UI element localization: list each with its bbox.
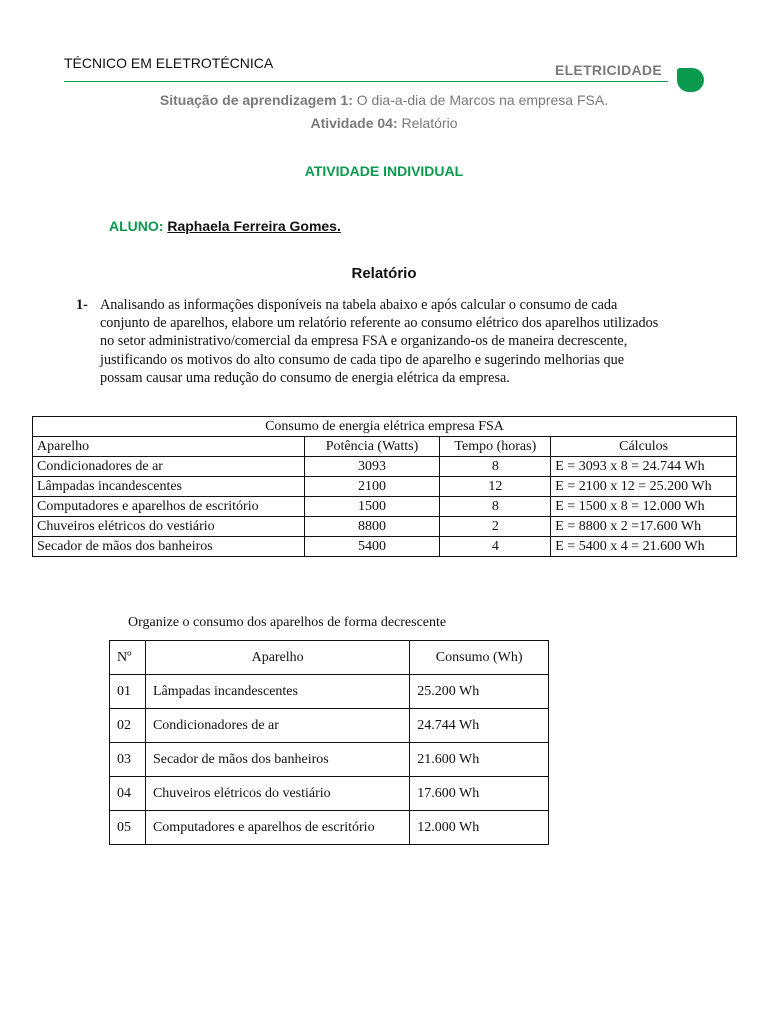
table-cell: 24.744 Wh	[410, 709, 549, 743]
table-row	[110, 777, 549, 811]
table-cell: 05	[110, 811, 146, 845]
table-row	[33, 497, 737, 517]
table-cell: 4	[440, 537, 551, 557]
student-label: ALUNO:	[109, 218, 164, 234]
ranking-title: Organize o consumo dos aparelhos de forma decrescente	[128, 615, 447, 630]
header-divider	[64, 81, 668, 82]
table-cell: 2100	[304, 477, 440, 497]
column-header: Tempo (horas)	[440, 437, 551, 457]
subject-title: ELETRICIDADE	[554, 62, 662, 78]
table-cell: Computadores e aparelhos de escritório	[33, 497, 305, 517]
table-cell: 17.600 Wh	[410, 777, 549, 811]
consumption-table	[32, 416, 737, 557]
student-name: Raphaela Ferreira Gomes.	[167, 218, 341, 234]
table-cell: Computadores e aparelhos de escritório	[145, 811, 409, 845]
table-cell: 02	[110, 709, 146, 743]
table-cell: Secador de mãos dos banheiros	[33, 537, 305, 557]
table-cell: 12	[440, 477, 551, 497]
activity-label: Atividade 04:	[310, 115, 398, 131]
table-cell: Lâmpadas incandescentes	[145, 675, 409, 709]
table-cell: 12.000 Wh	[410, 811, 549, 845]
ranking-table	[109, 640, 549, 845]
situation-label: Situação de aprendizagem 1:	[159, 92, 353, 108]
column-header: Aparelho	[33, 437, 305, 457]
table-row	[33, 477, 737, 497]
table-cell: Chuveiros elétricos do vestiário	[33, 517, 305, 537]
table-cell: E = 5400 x 4 = 21.600 Wh	[551, 537, 737, 557]
table-row	[33, 457, 737, 477]
column-header: Potência (Watts)	[304, 437, 440, 457]
column-header: Cálculos	[551, 437, 737, 457]
question-number: 1-	[76, 297, 88, 313]
situation-line	[0, 92, 768, 108]
table-row	[110, 709, 549, 743]
table-cell: E = 2100 x 12 = 25.200 Wh	[551, 477, 737, 497]
situation-text: O dia-a-dia de Marcos na empresa FSA.	[352, 92, 609, 108]
table-row	[110, 675, 549, 709]
table-cell: E = 1500 x 8 = 12.000 Wh	[551, 497, 737, 517]
table-header-row	[33, 437, 737, 457]
activity-type: ATIVIDADE INDIVIDUAL	[304, 163, 464, 179]
student-line	[109, 218, 341, 234]
table-cell: 8	[440, 497, 551, 517]
table-title: Consumo de energia elétrica empresa FSA	[33, 417, 737, 437]
table-cell: 03	[110, 743, 146, 777]
table-cell: Lâmpadas incandescentes	[33, 477, 305, 497]
table-row	[110, 811, 549, 845]
activity-text: Relatório	[397, 115, 458, 131]
table-header-row	[110, 641, 549, 675]
table-cell: 5400	[304, 537, 440, 557]
table-cell: 04	[110, 777, 146, 811]
column-header: Aparelho	[145, 641, 409, 675]
table-cell: 3093	[304, 457, 440, 477]
table-cell: 25.200 Wh	[410, 675, 549, 709]
column-header: Consumo (Wh)	[410, 641, 549, 675]
course-title: TÉCNICO EM ELETROTÉCNICA	[64, 55, 274, 71]
column-header: Nº	[110, 641, 146, 675]
table-cell: Condicionadores de ar	[145, 709, 409, 743]
table-cell: 8	[440, 457, 551, 477]
table-cell: Chuveiros elétricos do vestiário	[145, 777, 409, 811]
table-cell: 2	[440, 517, 551, 537]
table-cell: Secador de mãos dos banheiros	[145, 743, 409, 777]
table-cell: E = 3093 x 8 = 24.744 Wh	[551, 457, 737, 477]
table-cell: 21.600 Wh	[410, 743, 549, 777]
table-cell: E = 8800 x 2 =17.600 Wh	[551, 517, 737, 537]
question-text: Analisando as informações disponíveis na tabela abaixo e após calcular o consumo de cada conjunto de aparelhos, elabore um relatório referente ao consumo elétrico dos aparelhos utilizados no setor administrativo/comercial da empresa FSA e organizando-os de maneira decrescente, justificando os motivos do alto consumo de cada tipo de aparelho e sugerindo melhorias que possam causar uma redução do consumo de energia elétrica da empresa.	[100, 297, 659, 386]
table-cell: 8800	[304, 517, 440, 537]
activity-line	[0, 115, 768, 131]
table-cell: 01	[110, 675, 146, 709]
brand-logo-icon	[677, 68, 704, 92]
table-cell: 1500	[304, 497, 440, 517]
table-row	[33, 537, 737, 557]
report-title: Relatório	[351, 265, 417, 282]
table-row	[33, 517, 737, 537]
table-row	[110, 743, 549, 777]
table-cell: Condicionadores de ar	[33, 457, 305, 477]
